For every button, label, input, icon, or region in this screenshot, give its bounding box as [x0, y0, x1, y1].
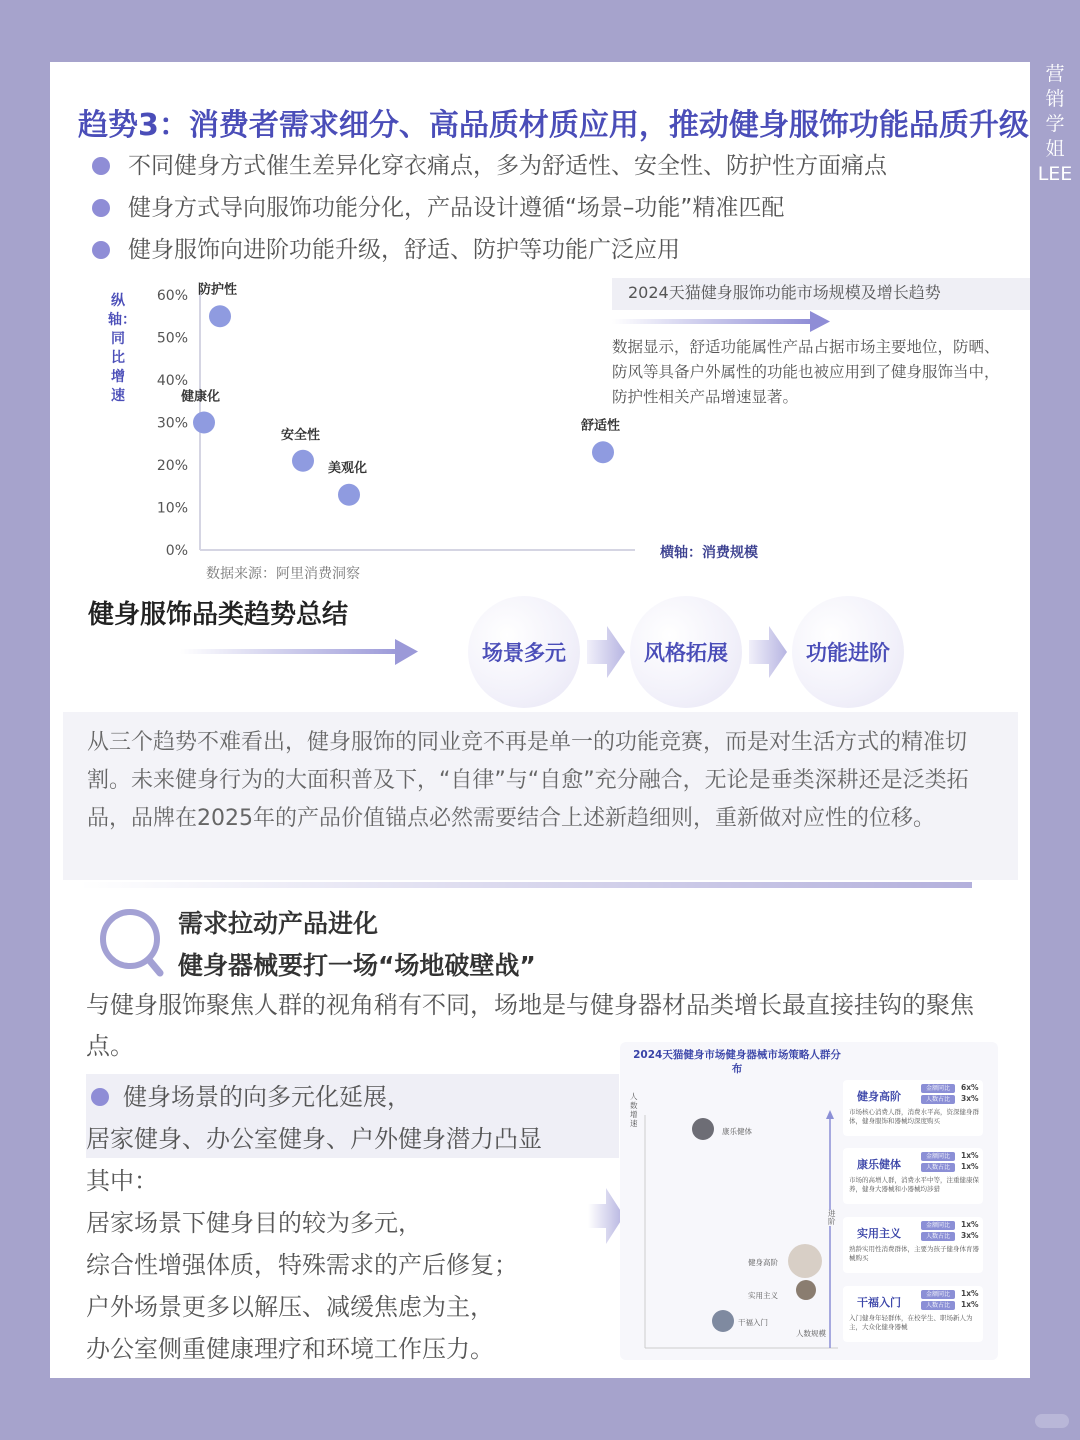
trend-box-text: 数据显示，舒适功能属性产品占据市场主要地位，防晒、防风等具备户外属性的功能也被应用到了健身服饰当中，防护性相关产品增速显著。 — [612, 338, 1000, 406]
bullet-text: 不同健身方式催生差异化穿衣痛点，多为舒适性、安全性、防护性方面痛点 — [128, 153, 887, 179]
persona-card-name: 实用主义 — [857, 1227, 901, 1240]
chart-source: 数据来源：阿里消费洞察 — [206, 566, 360, 582]
point-label: 安全性 — [281, 427, 321, 443]
list-item — [90, 232, 887, 274]
body-line: 办公室侧重健康理疗和环境工作压力。 — [86, 1335, 494, 1363]
bullet-dot-icon — [92, 241, 110, 259]
section-intro: 与健身服饰聚焦人群的视角稍有不同，场地是与健身器材品类增长最直接挂钩的聚焦点。 — [86, 991, 974, 1060]
scatter-point — [592, 441, 614, 463]
y-tick-label: 60% — [156, 288, 188, 304]
metric-value: 1x% — [961, 1289, 979, 1298]
persona-card-name: 健身高阶 — [857, 1090, 901, 1103]
y-tick-label: 50% — [156, 330, 188, 347]
persona-card — [843, 1217, 983, 1273]
metric-pill: 金额同比 — [921, 1084, 955, 1093]
y-tick-label: 20% — [156, 458, 188, 474]
metric-value: 1x% — [961, 1300, 979, 1309]
y-tick-label: 10% — [156, 500, 188, 517]
metric-value: 1x% — [961, 1162, 979, 1171]
brand-char: 销 — [1045, 88, 1065, 110]
summary-arrow-icon — [180, 638, 420, 666]
summary-step-label: 场景多元 — [482, 641, 566, 665]
figure-axes — [640, 1110, 840, 1350]
summary-step-label: 功能进阶 — [806, 641, 890, 665]
metric-pill: 人数占比 — [921, 1232, 955, 1241]
persona-label: 实用主义 — [748, 1291, 778, 1300]
persona-card-desc: 市场核心消费人群，消费水平高，资深健身群体，健身服饰和器械均深度购买 — [849, 1108, 979, 1125]
point-label: 美观化 — [328, 460, 368, 476]
watermark — [1035, 1414, 1069, 1428]
page-title: 趋势3：消费者需求细分、高品质材质应用，推动健身服饰功能品质升级 — [78, 108, 1029, 143]
summary-step — [630, 596, 742, 708]
persona-label: 干福入门 — [738, 1318, 768, 1327]
bullet-text: 健身方式导向服饰功能分化，产品设计遵循“场景–功能”精准匹配 — [128, 195, 785, 221]
persona-card-desc: 熟龄实用性消费群体，主要为孩子健身体育器械购买 — [849, 1245, 979, 1262]
y-tick-label: 0% — [165, 543, 188, 559]
avatar — [712, 1310, 734, 1332]
list-item — [90, 190, 887, 232]
brand-char: 营 — [1045, 63, 1065, 85]
bullet-dot-icon — [92, 157, 110, 175]
bullet-text: 健身服饰向进阶功能升级，舒适、防护等功能广泛应用 — [128, 237, 680, 263]
persona-card — [843, 1080, 983, 1136]
brand-vertical — [1036, 62, 1074, 187]
metric-value: 1x% — [961, 1151, 979, 1160]
persona-card-name: 干福入门 — [857, 1296, 901, 1309]
persona-card-desc: 入门健身年轻群体，在校学生、职场新人为主，大众化健身器械 — [849, 1314, 973, 1331]
body-line: 户外场景更多以解压、减缓焦虑为主， — [86, 1293, 494, 1321]
chevron-right-icon — [585, 624, 627, 680]
brand-char: 学 — [1045, 113, 1065, 135]
summary-quote: 从三个趋势不难看出，健身服饰的同业竞不再是单一的功能竞赛，而是对生活方式的精准切割。未来健身行为的大面积普及下，“自律”与“自愈”充分融合，无论是垂类深耕还是泛类拓品，品牌在2025年的产品价值锚点必然需要结合上述新趋细则，重新做对应性的位移。 — [63, 712, 1018, 880]
summary-step — [792, 596, 904, 708]
metric-pill: 人数占比 — [921, 1095, 955, 1104]
brand-char: 姐 — [1045, 138, 1065, 160]
persona-label: 健身高阶 — [748, 1258, 778, 1267]
point-label: 健康化 — [181, 389, 221, 405]
persona-label: 康乐健体 — [722, 1127, 752, 1136]
brand-char: LEE — [1037, 163, 1073, 185]
metric-value: 6x% — [961, 1083, 979, 1092]
scatter-point — [193, 412, 215, 434]
body-line: 综合性增强体质，特殊需求的产后修复； — [86, 1251, 518, 1279]
chart-x-axis-label: 横轴：消费规模 — [660, 545, 758, 561]
point-label: 舒适性 — [581, 418, 621, 434]
bullet-dot-icon — [91, 1088, 109, 1106]
metric-pill: 金额同比 — [921, 1221, 955, 1230]
summary-step-label: 风格拓展 — [644, 641, 728, 665]
chevron-right-icon — [747, 624, 789, 680]
scatter-chart — [100, 270, 660, 590]
persona-card — [843, 1148, 983, 1204]
trend-box-title: 2024天猫健身服饰功能市场规模及增长趋势 — [612, 278, 1030, 310]
persona-card — [843, 1286, 983, 1342]
y-tick-label: 40% — [156, 373, 188, 389]
persona-card-name: 康乐健体 — [857, 1158, 901, 1171]
metric-value: 1x% — [961, 1220, 979, 1229]
bullet-list — [90, 148, 887, 274]
avatar — [788, 1244, 822, 1278]
figure-x-axis-label: 人数规模 — [796, 1329, 826, 1338]
figure-mid-axis-label: 进阶 — [828, 1209, 836, 1226]
trend-arrow-icon — [612, 310, 832, 334]
section-subheading: 健身器械要打一场“场地破壁战” — [178, 951, 536, 980]
body-line: 居家场景下健身目的较为多元， — [86, 1209, 422, 1237]
avatar — [692, 1118, 714, 1140]
search-icon — [98, 905, 166, 977]
chart-y-axis-label: 纵轴：同比增速 — [108, 293, 136, 404]
metric-pill: 人数占比 — [921, 1163, 955, 1172]
highlight-line: 健身场景的向多元化延展， — [123, 1083, 411, 1111]
y-tick-label: 30% — [156, 415, 188, 432]
figure-title: 2024天猫健身市场健身器械市场策略人群分布 — [633, 1049, 841, 1075]
metric-pill: 金额同比 — [921, 1290, 955, 1299]
summary-step — [468, 596, 580, 708]
highlight-line: 居家健身、办公室健身、户外健身潜力凸显 — [86, 1125, 542, 1153]
metric-pill: 人数占比 — [921, 1301, 955, 1310]
divider — [80, 882, 972, 888]
scatter-point — [292, 450, 314, 472]
section-heading: 需求拉动产品进化 — [178, 909, 379, 938]
scatter-point — [209, 305, 231, 327]
point-label: 防护性 — [198, 282, 238, 298]
metric-value: 3x% — [961, 1094, 979, 1103]
body-line: 其中： — [86, 1167, 158, 1195]
summary-title: 健身服饰品类趋势总结 — [88, 600, 349, 630]
bullet-dot-icon — [92, 199, 110, 217]
metric-pill: 金额同比 — [921, 1152, 955, 1161]
metric-value: 3x% — [961, 1231, 979, 1240]
avatar — [796, 1280, 816, 1300]
persona-card-desc: 市场的高增人群，消费水平中等，注重健康保养，健身大器械和小器械均涉猎 — [849, 1176, 979, 1193]
figure-y-axis-label: 人数增速 — [630, 1092, 638, 1128]
scatter-point — [338, 484, 360, 506]
list-item — [90, 148, 887, 190]
